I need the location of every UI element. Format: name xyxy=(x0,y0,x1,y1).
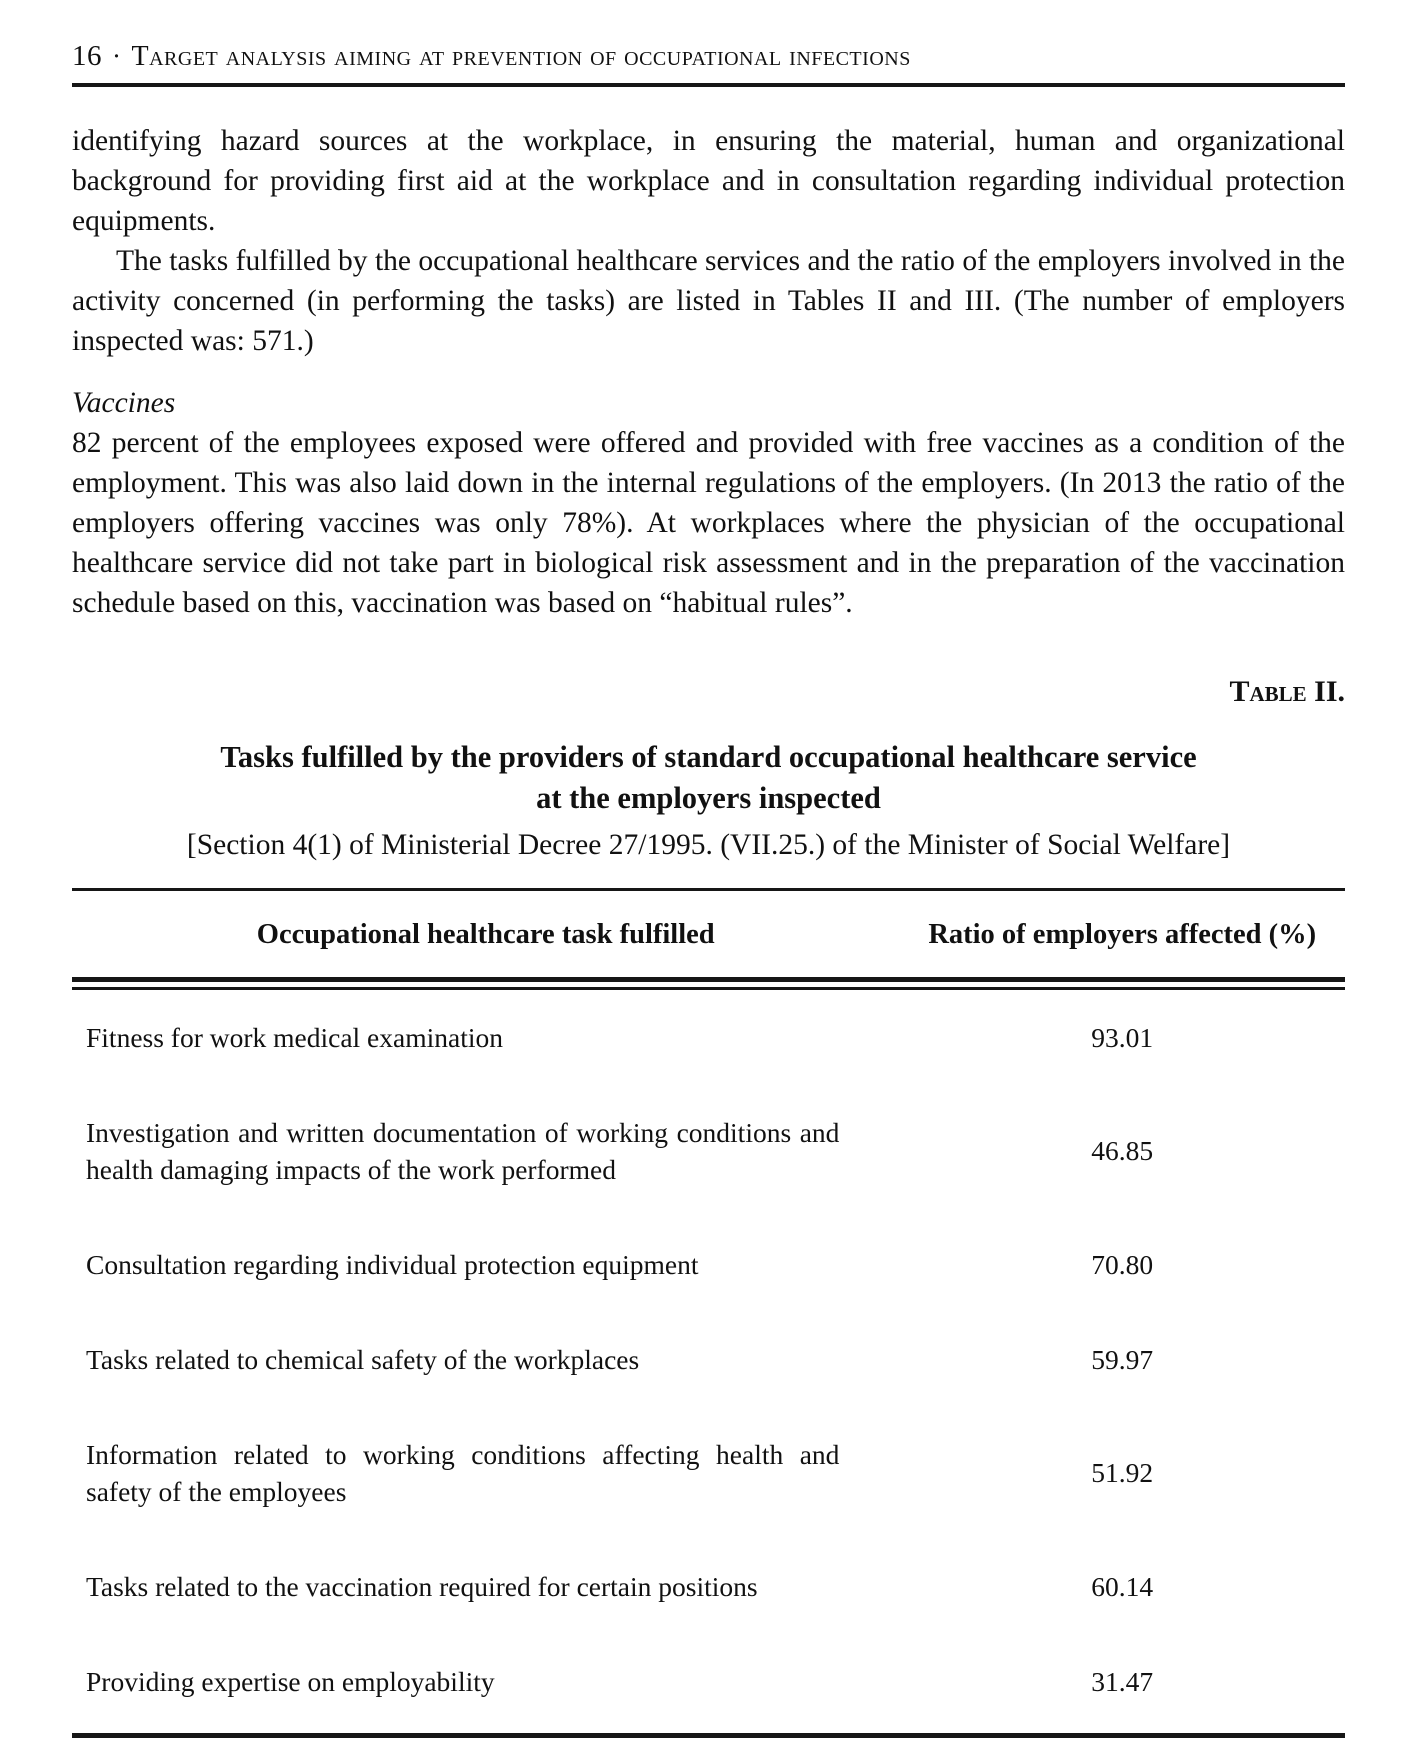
value-cell: 70.80 xyxy=(1091,1248,1154,1280)
header-rule xyxy=(72,83,1345,87)
task-cell: Information related to working conditions affecting health and safety of the employees xyxy=(86,1439,840,1507)
value-cell: 46.85 xyxy=(1091,1135,1154,1166)
table-label: Table II. xyxy=(1229,675,1345,708)
paragraph-2: The tasks fulfilled by the occupational healthcare services and the ratio of the employers involved in the activity concerned (in performing the tasks) are listed in Tables II and III. (The number of employers inspected was: 571.) xyxy=(72,245,1345,357)
task-cell: Investigation and written documentation of working conditions and health damaging impacts of the work performed xyxy=(86,1117,840,1185)
task-cell: Providing expertise on employability xyxy=(86,1666,495,1697)
header-separator-dot: · xyxy=(112,41,122,71)
table-title-line1: Tasks fulfilled by the providers of standard occupational healthcare service xyxy=(220,740,1197,774)
table-row xyxy=(72,1407,1345,1539)
running-header xyxy=(72,40,1345,83)
section-heading-vaccines: Vaccines xyxy=(72,387,176,419)
table-title-line2: at the employers inspected xyxy=(536,781,881,815)
table-header-double-rule xyxy=(72,977,1345,990)
value-cell: 31.47 xyxy=(1091,1665,1154,1697)
value-cell: 51.92 xyxy=(1091,1457,1154,1488)
table-subtitle: [Section 4(1) of Ministerial Decree 27/1995. (VII.25.) of the Minister of Social Welfare] xyxy=(186,829,1231,861)
table-header-row xyxy=(72,891,1345,977)
table-title xyxy=(72,737,1345,819)
table-row xyxy=(72,1312,1345,1407)
value-cell: 60.14 xyxy=(1091,1570,1154,1602)
table-row xyxy=(72,1539,1345,1634)
running-title: Target analysis aiming at prevention of occupational infections xyxy=(131,41,911,72)
table-bottom-rule xyxy=(72,1733,1345,1738)
table-row xyxy=(72,1085,1345,1217)
table-row xyxy=(72,1634,1345,1729)
column-header-ratio: Ratio of employers affected (%) xyxy=(928,919,1317,950)
task-cell: Tasks related to chemical safety of the workplaces xyxy=(86,1344,640,1375)
data-table xyxy=(72,888,1345,1738)
task-cell: Tasks related to the vaccination required for certain positions xyxy=(86,1571,758,1602)
paragraph-3: 82 percent of the employees exposed were offered and provided with free vaccines as a condition of the employment. This was also laid down in the internal regulations of the employers. (In 2013 the ratio of the employers offering vaccines was only 78%). At workplaces where the physician of the occupational healthcare service did not take part in biological risk assessment and in the preparation of the vaccination schedule based on this, vaccination was based on “habitual rules”. xyxy=(72,427,1345,619)
task-cell: Consultation regarding individual protection equipment xyxy=(86,1249,699,1280)
task-cell: Fitness for work medical examination xyxy=(86,1022,503,1053)
table-row xyxy=(72,990,1345,1085)
page-number: 16 xyxy=(72,40,102,72)
column-header-task: Occupational healthcare task fulfilled xyxy=(256,919,715,950)
value-cell: 59.97 xyxy=(1091,1343,1154,1375)
value-cell: 93.01 xyxy=(1091,1021,1154,1053)
paragraph-1: identifying hazard sources at the workplace, in ensuring the material, human and organizational background for providing first aid at the workplace and in consultation regarding individual protection equipments. xyxy=(72,125,1345,237)
table-row xyxy=(72,1217,1345,1312)
